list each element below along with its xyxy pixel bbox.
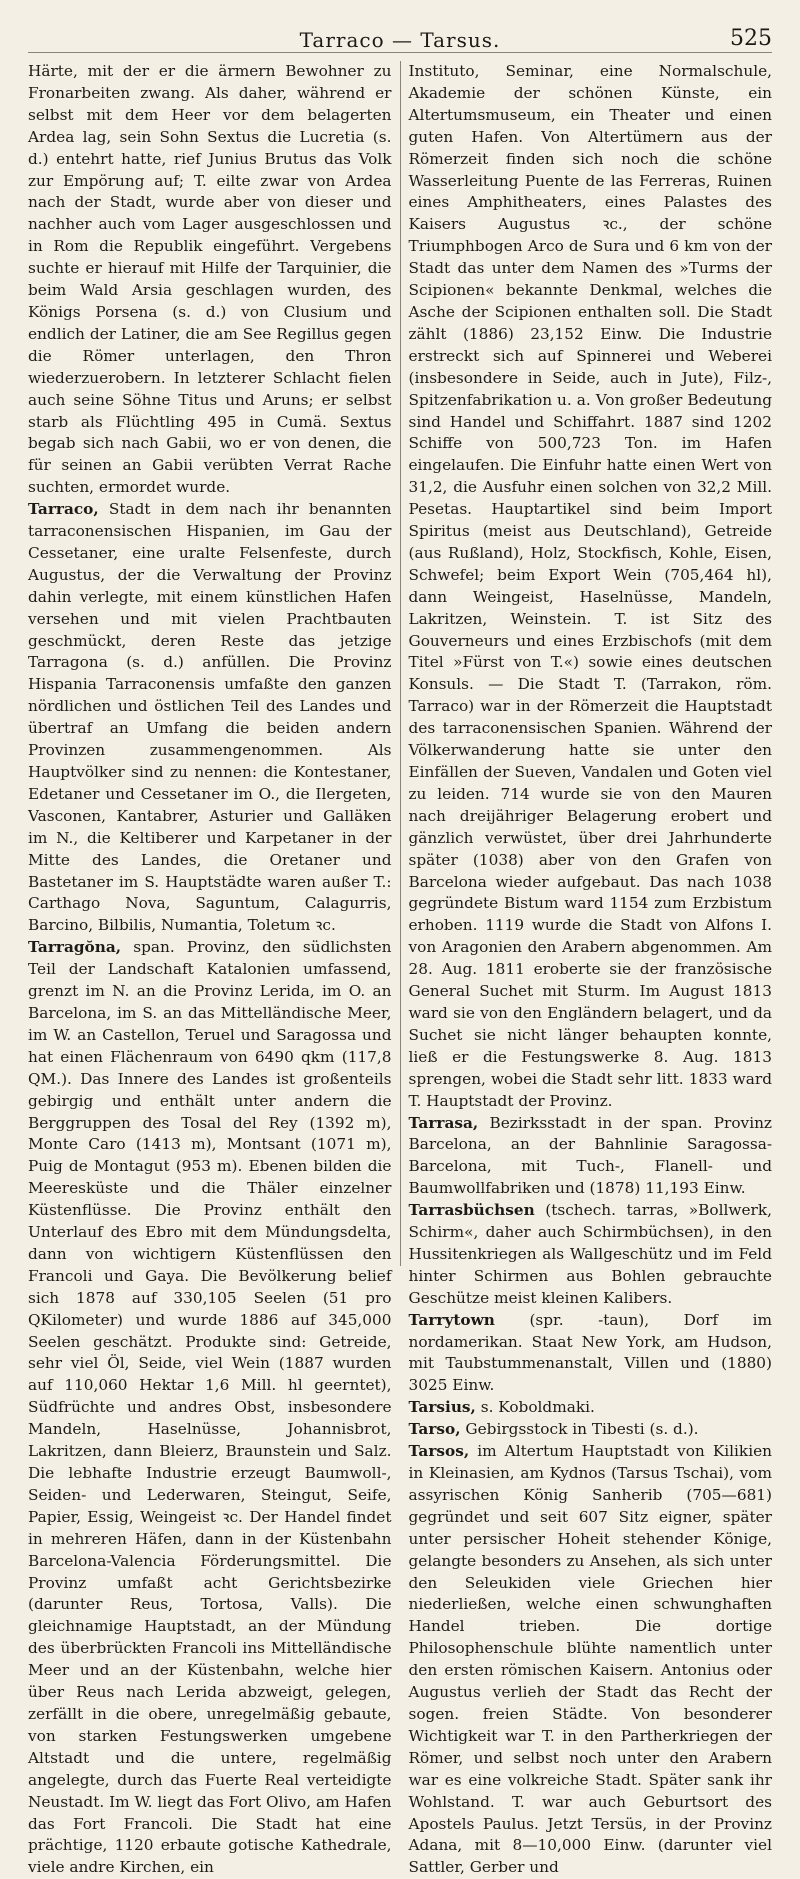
page-number: 525 <box>730 26 772 51</box>
entry-text: im Altertum Hauptstadt von Kilikien in Kleinasien, am Kydnos (Tarsus Tschai), vom assyrischen König Sanherib (705—681) gegründet und seit 607 Sitz eigner, später unter persischer Hoheit stehender Könige, gelangte besonders zu Ansehen, als sich unter den Seleukiden viele Griechen hier niederließen, welche einen schwunghaften Handel trieben. Die dortige Philosophenschule blühte namentlich unter den ersten römischen Kaisern. Antonius oder Augustus verlieh der Stadt das Recht der sogen. freien Städte. Von besonderer Wichtigkeit war T. in den Partherkriegen der Römer, und selbst noch unter den Arabern war es eine volkreiche Stadt. Später sank ihr Wohlstand. T. war auch Geburtsort des Apostels Paulus. Jetzt Tersüs, in der Provinz Adana, mit 8—10,000 Einw. (darunter viel Sattler, Gerber und <box>408 1442 772 1877</box>
dictionary-entry <box>409 1441 773 1879</box>
entry-text: Härte, mit der er die ärmern Bewohner zu Fronarbeiten zwang. Als daher, während er selbst mit dem Heer vor dem belagerten Ardea lag, sein Sohn Sextus die Lucretia (s. d.) entehrt hatte, rief Junius Brutus das Volk zur Empörung auf; T. eilte zwar von Ardea nach der Stadt, wurde aber von dieser und nachher auch vom Lager ausgeschlossen und in Rom die Republik eingeführt. Vergebens suchte er hierauf mit Hilfe der Tarquinier, die beim Wald Arsia geschlagen wurden, des Königs Porsena (s. d.) von Clusium und endlich der Latiner, die am See Regillus gegen die Römer unterlagen, den Thron wiederzuerobern. In letzterer Schlacht fielen auch seine Söhne Titus und Aruns; er selbst starb als Flüchtling 495 in Cumä. Sextus begab sich nach Gabii, wo er von denen, die für seinen an Gabii verübten Verrat Rache suchten, ermordet wurde. <box>28 62 392 497</box>
entry-text: span. Provinz, den südlichsten Teil der Landschaft Katalonien umfassend, grenzt im N. an die Provinz Lerida, im O. an Barcelona, im S. an das Mittelländische Meer, im W. an Castellon, Teruel und Saragossa und hat einen Flächenraum von 6490 qkm (117,8 QM.). Das Innere des Landes ist großenteils gebirgig und enthält unter andern die Berggruppen des Tosal del Rey (1392 m), Monte Caro (1413 m), Montsant (1071 m), Puig de Montagut (953 m). Ebenen bilden die Meeresküste und die Thäler einzelner Küstenflüsse. Die Provinz enthält den Unterlauf des Ebro mit dem Mündungsdelta, dann von wichtigern Küstenflüssen den Francoli und Gaya. Die Bevölkerung belief sich 1878 auf 330,105 Seelen (51 pro QKilometer) und wurde 1886 auf 345,000 Seelen geschätzt. Produkte sind: Getreide, sehr viel Öl, Seide, viel Wein (1887 wurden auf 110,060 Hektar 1,6 Mill. hl geerntet), Südfrüchte und andres Obst, insbesondere Mandeln, Haselnüsse, Johannisbrot, Lakritzen, dann Bleierz, Braunstein und Salz. Die lebhafte Industrie erzeugt Baumwoll-, Seiden- und Lederwaren, Steingut, Seife, Papier, Essig, Weingeist ꝛc. Der Handel findet in mehreren Häfen, dann in der Küstenbahn Barcelona-Valencia Förderungsmittel. Die Provinz umfaßt acht Gerichtsbezirke (darunter Reus, Tortosa, Valls). Die gleichnamige Hauptstadt, an der Mündung des überbrückten Francoli ins Mittelländische Meer und an der Küstenbahn, welche hier über Reus nach Lerida abzweigt, gelegen, zerfällt in die obere, unregelmäßig gebaute, von starken Festungswerken umgebene Altstadt und die untere, regelmäßig angelegte, durch das Fuerte Real verteidigte Neustadt. Im W. liegt das Fort Olivo, am Hafen das Fort Francoli. Die Stadt hat eine prächtige, 1120 erbaute gotische Kathedrale, viele andre Kirchen, ein <box>28 938 392 1877</box>
dictionary-entry <box>409 1200 773 1310</box>
dictionary-entry <box>28 499 392 937</box>
entry-headword: Tarrasbüchsen <box>408 1201 535 1220</box>
entry-headword: Tarsius, <box>408 1398 476 1417</box>
entry-headword: Tarrasa, <box>408 1113 479 1132</box>
entry-text: Bezirksstadt in der span. Provinz Barcelona, an der Bahnlinie Saragossa-Barcelona, mit Tuch-, Flanell- und Baumwollfabriken und (1878) 11,193 Einw. <box>408 1113 772 1198</box>
page-header <box>28 22 772 53</box>
entry-headword: Tarrytown <box>408 1310 495 1329</box>
running-head: Tarraco — Tarsus. <box>299 28 501 52</box>
entry-text: Instituto, Seminar, eine Normalschule, Akademie der schönen Künste, ein Altertumsmuseum, ein Theater und einen guten Hafen. Von Altertümern aus der Römerzeit finden sich noch die schöne Wasserleitung Puente de las Ferreras, Ruinen eines Amphitheaters, eines Palastes des Kaisers Augustus ꝛc., der schöne Triumphbogen Arco de Sura und 6 km von der Stadt das unter dem Namen des »Turms der Scipionen« bekannte Denkmal, welches die Asche der Scipionen enthalten soll. Die Stadt zählt (1886) 23,152 Einw. Die Industrie erstreckt sich auf Spinnerei und Weberei (insbesondere in Seide, auch in Jute), Filz-, Spitzenfabrikation u. a. Von großer Bedeutung sind Handel und Schiffahrt. 1887 sind 1202 Schiffe von 500,723 Ton. im Hafen eingelaufen. Die Einfuhr hatte einen Wert von 31,2, die Ausfuhr einen solchen von 32,2 Mill. Pesetas. Hauptartikel sind beim Import Spiritus (meist aus Deutschland), Getreide (aus Rußland), Holz, Stockfisch, Kohle, Eisen, Schwefel; beim Export Wein (705,464 hl), dann Weingeist, Haselnüsse, Mandeln, Lakritzen, Weinstein. T. ist Sitz des Gouverneurs und eines Erzbischofs (mit dem Titel »Fürst von T.«) sowie eines deutschen Konsuls. — Die Stadt T. (Tarrakon, röm. Tarraco) war in der Römerzeit die Hauptstadt des tarraconensischen Spanien. Während der Völkerwanderung hatte sie unter den Einfällen der Sueven, Vandalen und Goten viel zu leiden. 714 wurde sie von den Mauren nach dreijähriger Belagerung erobert und gänzlich verwüstet, über drei Jahrhunderte später (1038) aber von den Grafen von Barcelona wieder aufgebaut. Das nach 1038 gegründete Bistum ward 1154 zum Erzbistum erhoben. 1119 wurde die Stadt von Alfons I. von Aragonien den Arabern abgenommen. Am 28. Aug. 1811 eroberte sie der französische General Suchet mit Sturm. Im August 1813 ward sie von den Engländern belagert, und da Suchet sie nicht länger behaupten konnte, ließ er die Festungswerke 8. Aug. 1813 sprengen, wobei die Stadt sehr litt. 1833 ward T. Hauptstadt der Provinz. <box>408 62 772 1110</box>
entry-text: (spr. -taun), Dorf im nordamerikan. Staat New York, am Hudson, mit Taubstummenanstalt, Villen und (1880) 3025 Einw. <box>408 1310 772 1395</box>
text-columns <box>28 61 772 1877</box>
left-column <box>28 61 392 1877</box>
entry-text: Gebirgsstock in Tibesti (s. d.). <box>460 1420 699 1439</box>
dictionary-entry <box>409 1310 773 1398</box>
dictionary-entry <box>28 937 392 1879</box>
dictionary-entry <box>409 61 773 1113</box>
entry-headword: Tarragŏna, <box>28 938 122 957</box>
dictionary-entry <box>28 61 392 499</box>
dictionary-entry <box>409 1113 773 1201</box>
entry-text: (tschech. tarras, »Bollwerk, Schirm«, daher auch Schirmbüchsen), in den Hussitenkriegen als Wallgeschütz und im Feld hinter Schirmen aus Bohlen gebrauchte Geschütze meist kleinen Kalibers. <box>408 1201 772 1307</box>
entry-headword: Tarraco, <box>28 500 99 519</box>
entry-headword: Tarso, <box>408 1420 461 1439</box>
entry-headword: Tarsos, <box>408 1442 470 1461</box>
dictionary-entry <box>409 1397 773 1419</box>
column-divider <box>400 61 401 1266</box>
dictionary-entry <box>409 1419 773 1441</box>
entry-text: s. Koboldmaki. <box>475 1398 595 1417</box>
right-column <box>408 61 773 1877</box>
entry-text: Stadt in dem nach ihr benannten tarraconensischen Hispanien, im Gau der Cessetaner, eine uralte Felsenfeste, durch Augustus, der die Verwaltung der Provinz dahin verlegte, mit einem künstlichen Hafen versehen und mit vielen Prachtbauten geschmückt, deren Reste das jetzige Tarragona (s. d.) anfüllen. Die Provinz Hispania Tarraconensis umfaßte den ganzen nördlichen und östlichen Teil des Landes und übertraf an Umfang die beiden andern Provinzen zusammengenommen. Als Hauptvölker sind zu nennen: die Kontestaner, Edetaner und Cessetaner im O., die Ilergeten, Vasconen, Kantabrer, Asturier und Galläken im N., die Keltiberer und Karpetaner in der Mitte des Landes, die Oretaner und Bastetaner im S. Hauptstädte waren außer T.: Carthago Nova, Saguntum, Calagurris, Barcino, Bilbilis, Numantia, Toletum ꝛc. <box>28 500 392 935</box>
